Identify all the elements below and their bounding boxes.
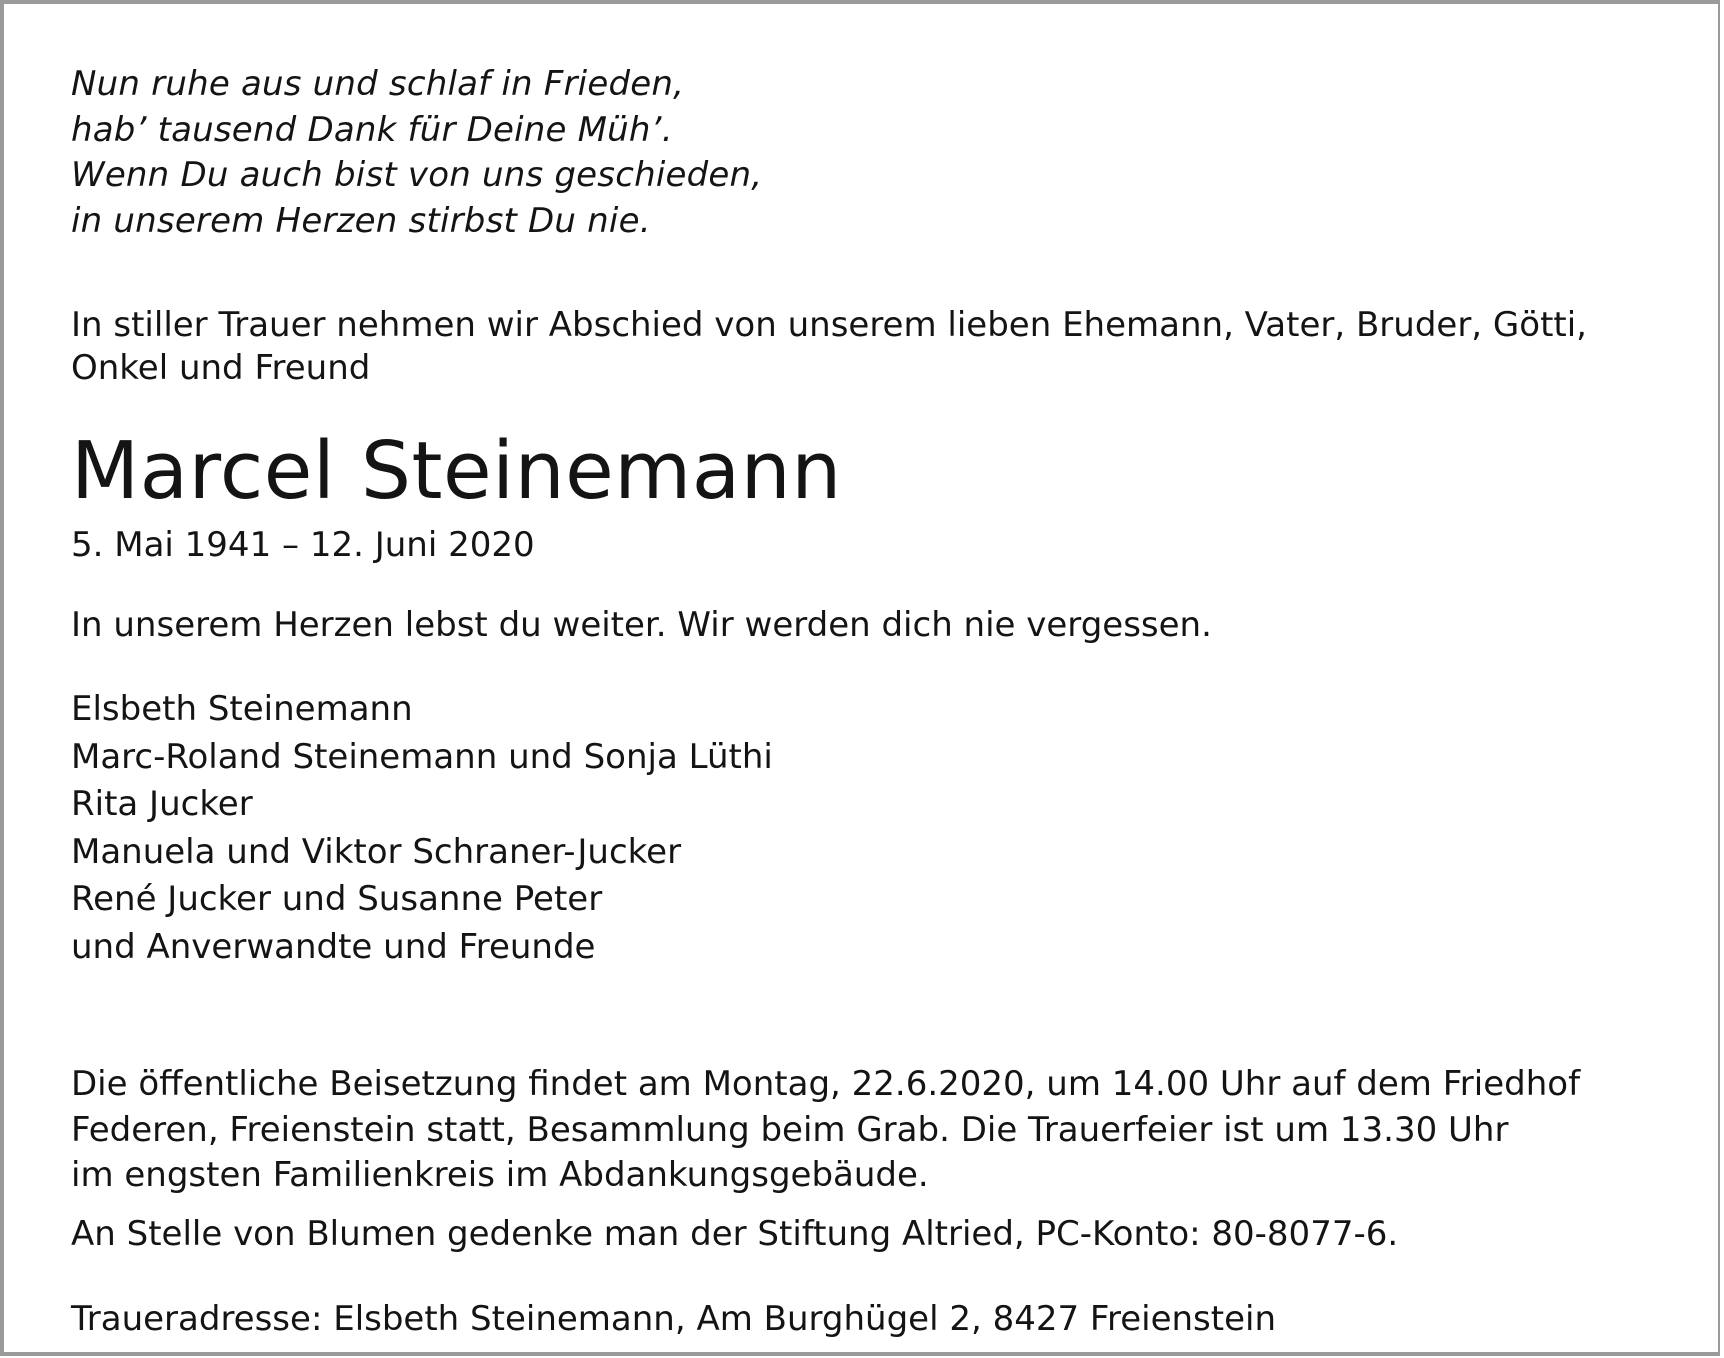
intro-text bbox=[71, 304, 1591, 390]
deceased-name: Marcel Steinemann bbox=[71, 425, 842, 517]
mourner-entry: Marc-Roland Steinemann und Sonja Lüthi bbox=[71, 736, 773, 777]
poem-line: in unserem Herzen stirbst Du nie. bbox=[71, 200, 651, 241]
memorial-tagline: In unserem Herzen lebst du weiter. Wir werden dich nie vergessen. bbox=[71, 605, 1212, 645]
service-line: Die öffentliche Beisetzung findet am Montag, 22.6.2020, um 14.00 Uhr auf dem Friedhof bbox=[71, 1064, 1581, 1104]
memorial-poem bbox=[71, 62, 1671, 244]
intro-line: In stiller Trauer nehmen wir Abschied von unserem lieben Ehemann, Vater, Bruder, Götti, bbox=[71, 305, 1587, 345]
poem-line: hab’ tausend Dank für Deine Müh’. bbox=[71, 109, 673, 150]
mourner-entry: René Jucker und Susanne Peter bbox=[71, 879, 603, 919]
poem-line: Nun ruhe aus und schlaf in Frieden, bbox=[71, 64, 685, 104]
obituary-content bbox=[71, 62, 1671, 1339]
donation-note: An Stelle von Blumen gedenke man der Stiftung Altried, PC-Konto: 80-8077-6. bbox=[71, 1214, 1399, 1254]
mourner-entry: Elsbeth Steinemann bbox=[71, 689, 413, 729]
mourning-address: Traueradresse: Elsbeth Steinemann, Am Burghügel 2, 8427 Freienstein bbox=[71, 1299, 1277, 1339]
mourner-entry: und Anverwandte und Freunde bbox=[71, 926, 596, 967]
service-line: Federen, Freienstein statt, Besammlung beim Grab. Die Trauerfeier ist um 13.30 Uhr bbox=[71, 1109, 1509, 1150]
mourner-entry: Rita Jucker bbox=[71, 784, 253, 824]
service-details bbox=[71, 1062, 1580, 1199]
service-line: im engsten Familienkreis im Abdankungsgebäude. bbox=[71, 1155, 929, 1195]
mourner-entry: Manuela und Viktor Schraner-Jucker bbox=[71, 831, 682, 872]
mourners-list bbox=[71, 686, 773, 971]
life-dates: 5. Mai 1941 – 12. Juni 2020 bbox=[71, 525, 535, 565]
intro-line: Onkel und Freund bbox=[71, 348, 371, 388]
poem-line: Wenn Du auch bist von uns geschieden, bbox=[71, 155, 763, 195]
